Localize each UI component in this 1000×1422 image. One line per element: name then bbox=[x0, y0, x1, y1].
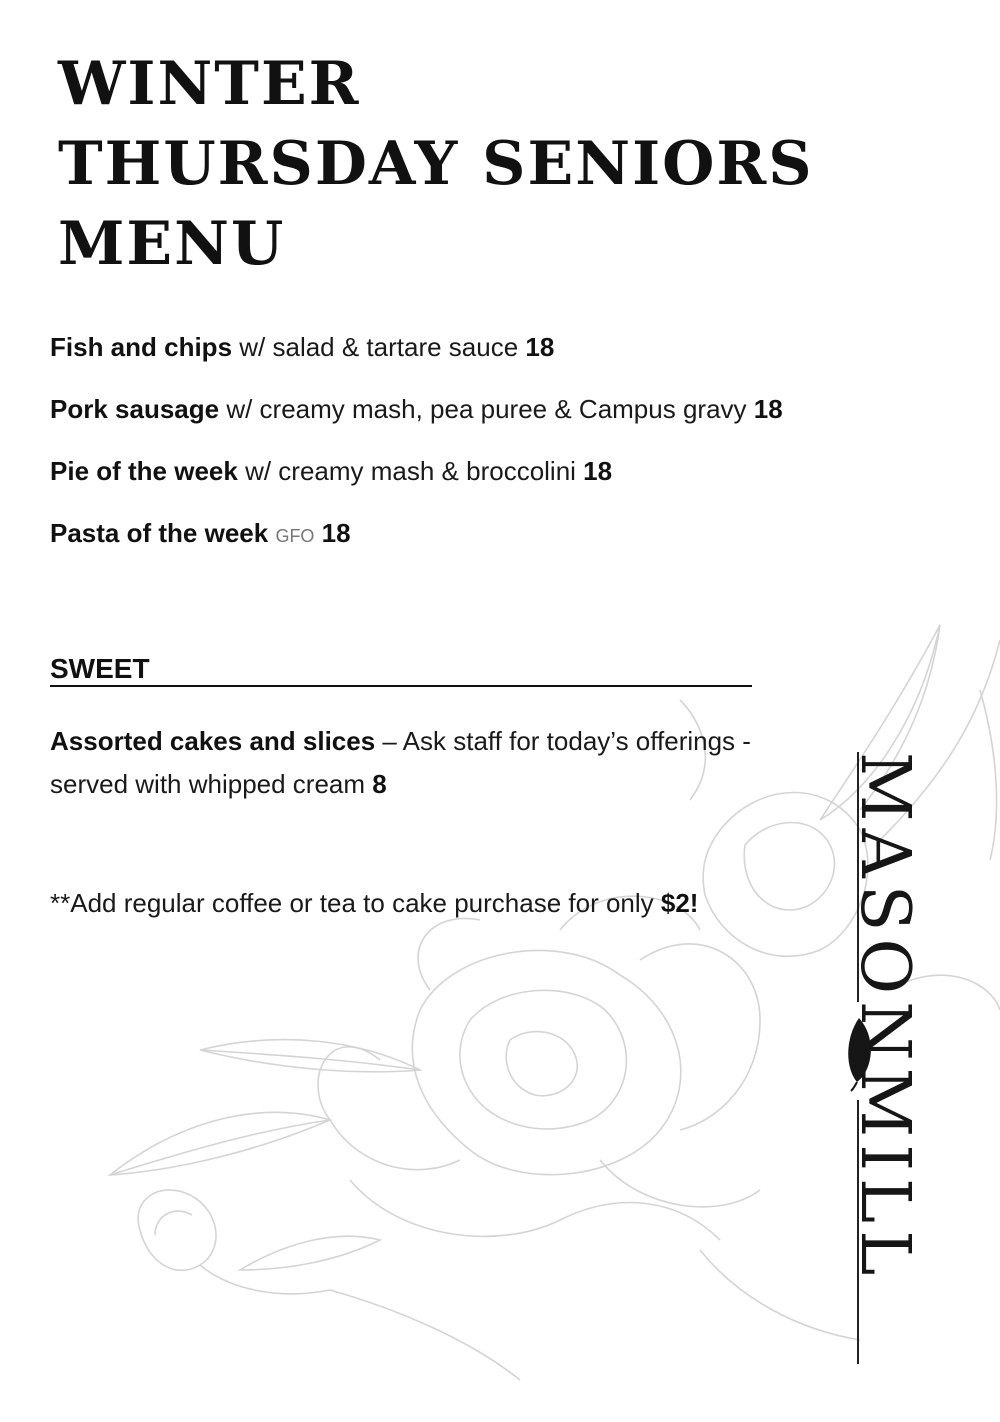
item-name: Pork sausage bbox=[50, 394, 220, 424]
coffee-offer-note bbox=[50, 887, 698, 919]
item-description: w/ salad & tartare sauce bbox=[232, 332, 526, 362]
item-price: 8 bbox=[372, 769, 387, 799]
dietary-tag: GFO bbox=[275, 526, 315, 546]
item-name: Pie of the week bbox=[50, 456, 238, 486]
mains-list bbox=[50, 332, 783, 583]
logo-text: MASONMILL bbox=[845, 752, 924, 1283]
menu-item-pasta-of-the-week bbox=[50, 518, 783, 551]
item-price: 18 bbox=[321, 518, 351, 548]
item-name: Assorted cakes and slices bbox=[50, 726, 376, 756]
note-price: $2! bbox=[660, 888, 699, 918]
item-price: 18 bbox=[583, 456, 613, 486]
item-name: Pasta of the week bbox=[50, 518, 269, 548]
peony-flower bbox=[318, 896, 760, 1240]
item-name: Fish and chips bbox=[50, 332, 233, 362]
title-line-3: MENU bbox=[58, 209, 286, 279]
menu-item-cakes-and-slices bbox=[50, 720, 780, 806]
bud-flower bbox=[138, 1190, 860, 1380]
title-line-2: THURSDAY SENIORS bbox=[58, 129, 814, 199]
item-description: w/ creamy mash & broccolini bbox=[237, 456, 584, 486]
menu-title bbox=[58, 44, 814, 284]
item-price: 18 bbox=[753, 394, 783, 424]
item-price: 18 bbox=[525, 332, 555, 362]
note-text: **Add regular coffee or tea to cake purchase for only bbox=[50, 888, 661, 918]
menu-item-pie-of-the-week bbox=[50, 456, 783, 486]
menu-item-fish-and-chips bbox=[50, 332, 783, 362]
title-line-1: WINTER bbox=[58, 49, 361, 119]
item-description: w/ creamy mash, pea puree & Campus gravy bbox=[219, 394, 754, 424]
item-description: – Ask staff for today’s offerings - served with whipped cream bbox=[50, 726, 751, 799]
sweet-section-heading: SWEET bbox=[50, 654, 752, 687]
menu-item-pork-sausage bbox=[50, 394, 783, 424]
